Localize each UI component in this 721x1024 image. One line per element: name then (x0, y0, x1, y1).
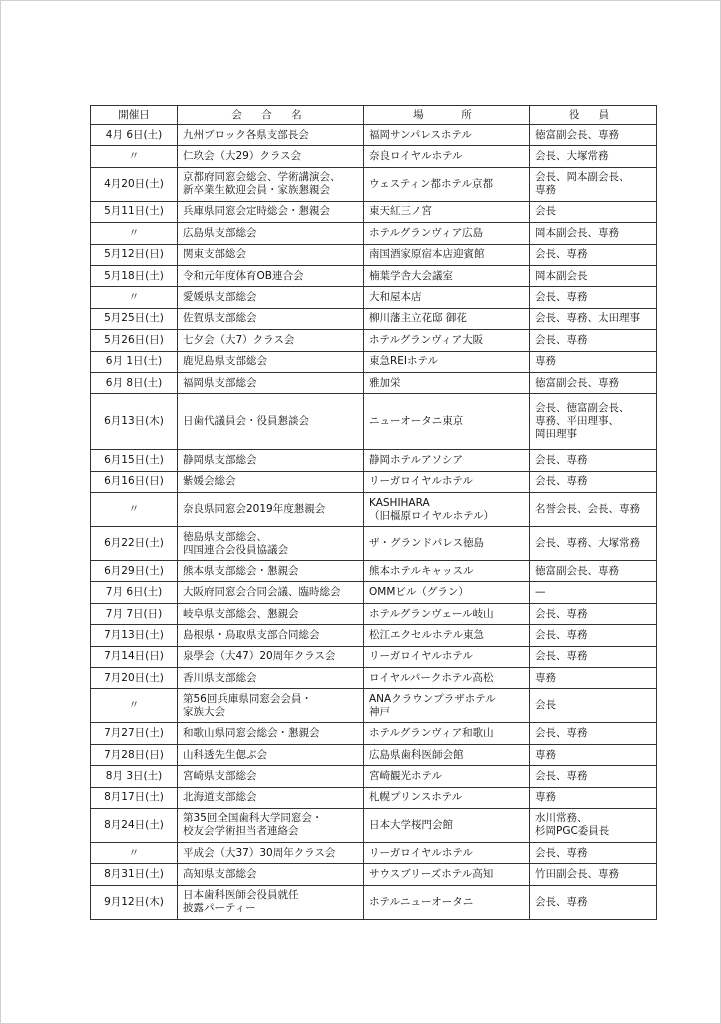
cell-officers: 専務 (530, 351, 657, 372)
cell-place: 松江エクセルホテル東急 (364, 625, 530, 646)
cell-officers: 会長、専務 (530, 603, 657, 624)
cell-date: 8月31日(土) (91, 864, 178, 885)
cell-place: 宮崎観光ホテル (364, 766, 530, 787)
cell-date: 7月20日(土) (91, 668, 178, 689)
cell-date: 6月15日(土) (91, 450, 178, 471)
table-row (91, 766, 657, 787)
table-row (91, 885, 657, 919)
cell-date: 8月 3日(土) (91, 766, 178, 787)
cell-date: 6月22日(土) (91, 527, 178, 561)
table-row (91, 646, 657, 667)
cell-place: 福岡サンパレスホテル (364, 125, 530, 146)
cell-date: 4月 6日(土) (91, 125, 178, 146)
cell-date: 6月 8日(土) (91, 372, 178, 393)
cell-date: 5月11日(土) (91, 201, 178, 222)
table-row (91, 125, 657, 146)
cell-officers: 名誉会長、会長、専務 (530, 493, 657, 527)
cell-place: 広島県歯科医師会館 (364, 744, 530, 765)
cell-place: 柳川藩主立花邸 御花 (364, 308, 530, 329)
cell-officers: 水川常務、 杉岡PGC委員長 (530, 808, 657, 842)
table-row (91, 265, 657, 286)
cell-officers: 会長、大塚常務 (530, 146, 657, 167)
cell-officers: 会長、専務、大塚常務 (530, 527, 657, 561)
cell-meeting-name: 七夕会（大7）クラス会 (178, 330, 364, 351)
cell-place: リーガロイヤルホテル (364, 471, 530, 492)
cell-meeting-name: 熊本県支部総会・懇親会 (178, 561, 364, 582)
cell-place: 奈良ロイヤルホテル (364, 146, 530, 167)
table-row (91, 372, 657, 393)
cell-date: 7月 7日(日) (91, 603, 178, 624)
cell-meeting-name: 香川県支部総会 (178, 668, 364, 689)
header-officers: 役 員 (530, 106, 657, 125)
cell-date: 〃 (91, 842, 178, 863)
cell-meeting-name: 宮崎県支部総会 (178, 766, 364, 787)
table-row (91, 201, 657, 222)
cell-place: KASHIHARA （旧橿原ロイヤルホテル） (364, 493, 530, 527)
cell-meeting-name: 兵庫県同窓会定時総会・懇親会 (178, 201, 364, 222)
cell-meeting-name: 岐阜県支部総会、懇親会 (178, 603, 364, 624)
cell-officers: 会長、専務 (530, 330, 657, 351)
meeting-schedule-table (90, 105, 657, 920)
cell-officers: 竹田副会長、専務 (530, 864, 657, 885)
cell-officers: 専務 (530, 744, 657, 765)
cell-date: 〃 (91, 146, 178, 167)
cell-meeting-name: 山科透先生偲ぶ会 (178, 744, 364, 765)
cell-meeting-name: 島根県・鳥取県支部合同総会 (178, 625, 364, 646)
cell-meeting-name: 高知県支部総会 (178, 864, 364, 885)
cell-officers: 会長、専務 (530, 287, 657, 308)
cell-meeting-name: 広島県支部総会 (178, 223, 364, 244)
cell-meeting-name: 福岡県支部総会 (178, 372, 364, 393)
cell-officers: 会長、専務 (530, 625, 657, 646)
cell-date: 7月13日(土) (91, 625, 178, 646)
cell-date: 〃 (91, 223, 178, 244)
cell-officers: 会長、徳富副会長、 専務、平田理事、 岡田理事 (530, 394, 657, 450)
cell-meeting-name: 第56回兵庫県同窓会会員・ 家族大会 (178, 689, 364, 723)
table-row (91, 330, 657, 351)
cell-meeting-name: 奈良県同窓会2019年度懇親会 (178, 493, 364, 527)
cell-place: ホテルグランヴィア大阪 (364, 330, 530, 351)
cell-date: 5月18日(土) (91, 265, 178, 286)
cell-meeting-name: 日本歯科医師会役員就任 披露パーティー (178, 885, 364, 919)
cell-date: 5月25日(土) (91, 308, 178, 329)
cell-meeting-name: 鹿児島県支部総会 (178, 351, 364, 372)
cell-officers: 会長、専務 (530, 450, 657, 471)
cell-date: 7月27日(土) (91, 723, 178, 744)
table-row (91, 744, 657, 765)
cell-meeting-name: 泉學会（大47）20周年クラス会 (178, 646, 364, 667)
cell-date: 〃 (91, 493, 178, 527)
cell-officers: 会長、岡本副会長、 専務 (530, 167, 657, 201)
table-row (91, 146, 657, 167)
cell-date: 9月12日(木) (91, 885, 178, 919)
cell-date: 6月29日(土) (91, 561, 178, 582)
cell-meeting-name: 京都府同窓会総会、学術講演会、 新卒業生歓迎会員・家族懇親会 (178, 167, 364, 201)
cell-place: ホテルグランヴェール岐山 (364, 603, 530, 624)
cell-date: 6月16日(日) (91, 471, 178, 492)
cell-date: 4月20日(土) (91, 167, 178, 201)
cell-place: 東急REIホテル (364, 351, 530, 372)
cell-meeting-name: 第35回全国歯科大学同窓会・ 校友会学術担当者連絡会 (178, 808, 364, 842)
cell-date: 5月12日(日) (91, 244, 178, 265)
cell-date: 8月24日(土) (91, 808, 178, 842)
cell-officers: 専務 (530, 787, 657, 808)
table-row (91, 668, 657, 689)
cell-officers: 徳富副会長、専務 (530, 372, 657, 393)
table-row (91, 561, 657, 582)
cell-meeting-name: 静岡県支部総会 (178, 450, 364, 471)
cell-place: 大和屋本店 (364, 287, 530, 308)
cell-date: 8月17日(土) (91, 787, 178, 808)
cell-officers: 会長、専務 (530, 766, 657, 787)
cell-officers: 会長、専務 (530, 646, 657, 667)
cell-date: 5月26日(日) (91, 330, 178, 351)
cell-officers: 専務 (530, 668, 657, 689)
cell-date: 〃 (91, 287, 178, 308)
cell-place: 東天紅三ノ宮 (364, 201, 530, 222)
table-row (91, 394, 657, 450)
cell-officers: 岡本副会長、専務 (530, 223, 657, 244)
cell-place: 静岡ホテルアソシア (364, 450, 530, 471)
cell-place: リーガロイヤルホテル (364, 646, 530, 667)
cell-officers: 会長、専務、太田理事 (530, 308, 657, 329)
cell-place: リーガロイヤルホテル (364, 842, 530, 863)
cell-meeting-name: 日歯代議員会・役員懇談会 (178, 394, 364, 450)
cell-meeting-name: 紫媛会総会 (178, 471, 364, 492)
cell-date: 6月13日(木) (91, 394, 178, 450)
cell-officers: 会長、専務 (530, 244, 657, 265)
cell-date: 〃 (91, 689, 178, 723)
table-row (91, 167, 657, 201)
header-meeting-name: 会 合 名 (178, 106, 364, 125)
cell-place: ANAクラウンプラザホテル 神戸 (364, 689, 530, 723)
table-row (91, 308, 657, 329)
cell-place: ロイヤルパークホテル高松 (364, 668, 530, 689)
cell-meeting-name: 九州ブロック各県支部長会 (178, 125, 364, 146)
cell-meeting-name: 令和元年度体育OB連合会 (178, 265, 364, 286)
cell-place: ニューオータニ東京 (364, 394, 530, 450)
cell-date: 7月14日(日) (91, 646, 178, 667)
cell-officers: 会長、専務 (530, 885, 657, 919)
cell-date: 7月28日(日) (91, 744, 178, 765)
cell-meeting-name: 徳島県支部総会、 四国連合会役員協議会 (178, 527, 364, 561)
cell-place: 雅加栄 (364, 372, 530, 393)
header-place: 場 所 (364, 106, 530, 125)
table-row (91, 787, 657, 808)
cell-place: 日本大学桜門会館 (364, 808, 530, 842)
header-date: 開催日 (91, 106, 178, 125)
table-row (91, 808, 657, 842)
cell-meeting-name: 大阪府同窓会合同会議、臨時総会 (178, 582, 364, 603)
cell-officers: 岡本副会長 (530, 265, 657, 286)
cell-place: ザ・グランドパレス徳島 (364, 527, 530, 561)
cell-officers: 徳富副会長、専務 (530, 561, 657, 582)
table-row (91, 244, 657, 265)
table-row (91, 493, 657, 527)
table-row (91, 527, 657, 561)
cell-meeting-name: 関東支部総会 (178, 244, 364, 265)
cell-officers: 徳富副会長、専務 (530, 125, 657, 146)
table-row (91, 689, 657, 723)
table-row (91, 450, 657, 471)
table-row (91, 582, 657, 603)
table-row (91, 842, 657, 863)
cell-place: 札幌プリンスホテル (364, 787, 530, 808)
cell-place: ホテルグランヴィア和歌山 (364, 723, 530, 744)
cell-officers: 会長、専務 (530, 842, 657, 863)
cell-place: OMMビル（グラン） (364, 582, 530, 603)
cell-meeting-name: 北海道支部総会 (178, 787, 364, 808)
cell-meeting-name: 愛媛県支部総会 (178, 287, 364, 308)
cell-officers: 会長、専務 (530, 723, 657, 744)
cell-place: ホテルグランヴィア広島 (364, 223, 530, 244)
table-row (91, 625, 657, 646)
cell-place: 南国酒家原宿本店迎賓館 (364, 244, 530, 265)
cell-officers: 会長 (530, 689, 657, 723)
table-row (91, 723, 657, 744)
cell-place: 熊本ホテルキャッスル (364, 561, 530, 582)
table-header-row (91, 106, 657, 125)
table-row (91, 864, 657, 885)
cell-meeting-name: 平成会（大37）30周年クラス会 (178, 842, 364, 863)
cell-place: ウェスティン都ホテル京都 (364, 167, 530, 201)
cell-meeting-name: 和歌山県同窓会総会・懇親会 (178, 723, 364, 744)
cell-date: 6月 1日(土) (91, 351, 178, 372)
cell-officers: — (530, 582, 657, 603)
cell-meeting-name: 佐賀県支部総会 (178, 308, 364, 329)
cell-officers: 会長 (530, 201, 657, 222)
cell-place: サウスブリーズホテル高知 (364, 864, 530, 885)
cell-place: 楠葉学舎大会議室 (364, 265, 530, 286)
table-row (91, 287, 657, 308)
table-row (91, 471, 657, 492)
cell-meeting-name: 仁玖会（大29）クラス会 (178, 146, 364, 167)
table-row (91, 351, 657, 372)
cell-officers: 会長、専務 (530, 471, 657, 492)
cell-place: ホテルニューオータニ (364, 885, 530, 919)
table-row (91, 603, 657, 624)
table-row (91, 223, 657, 244)
cell-date: 7月 6日(土) (91, 582, 178, 603)
